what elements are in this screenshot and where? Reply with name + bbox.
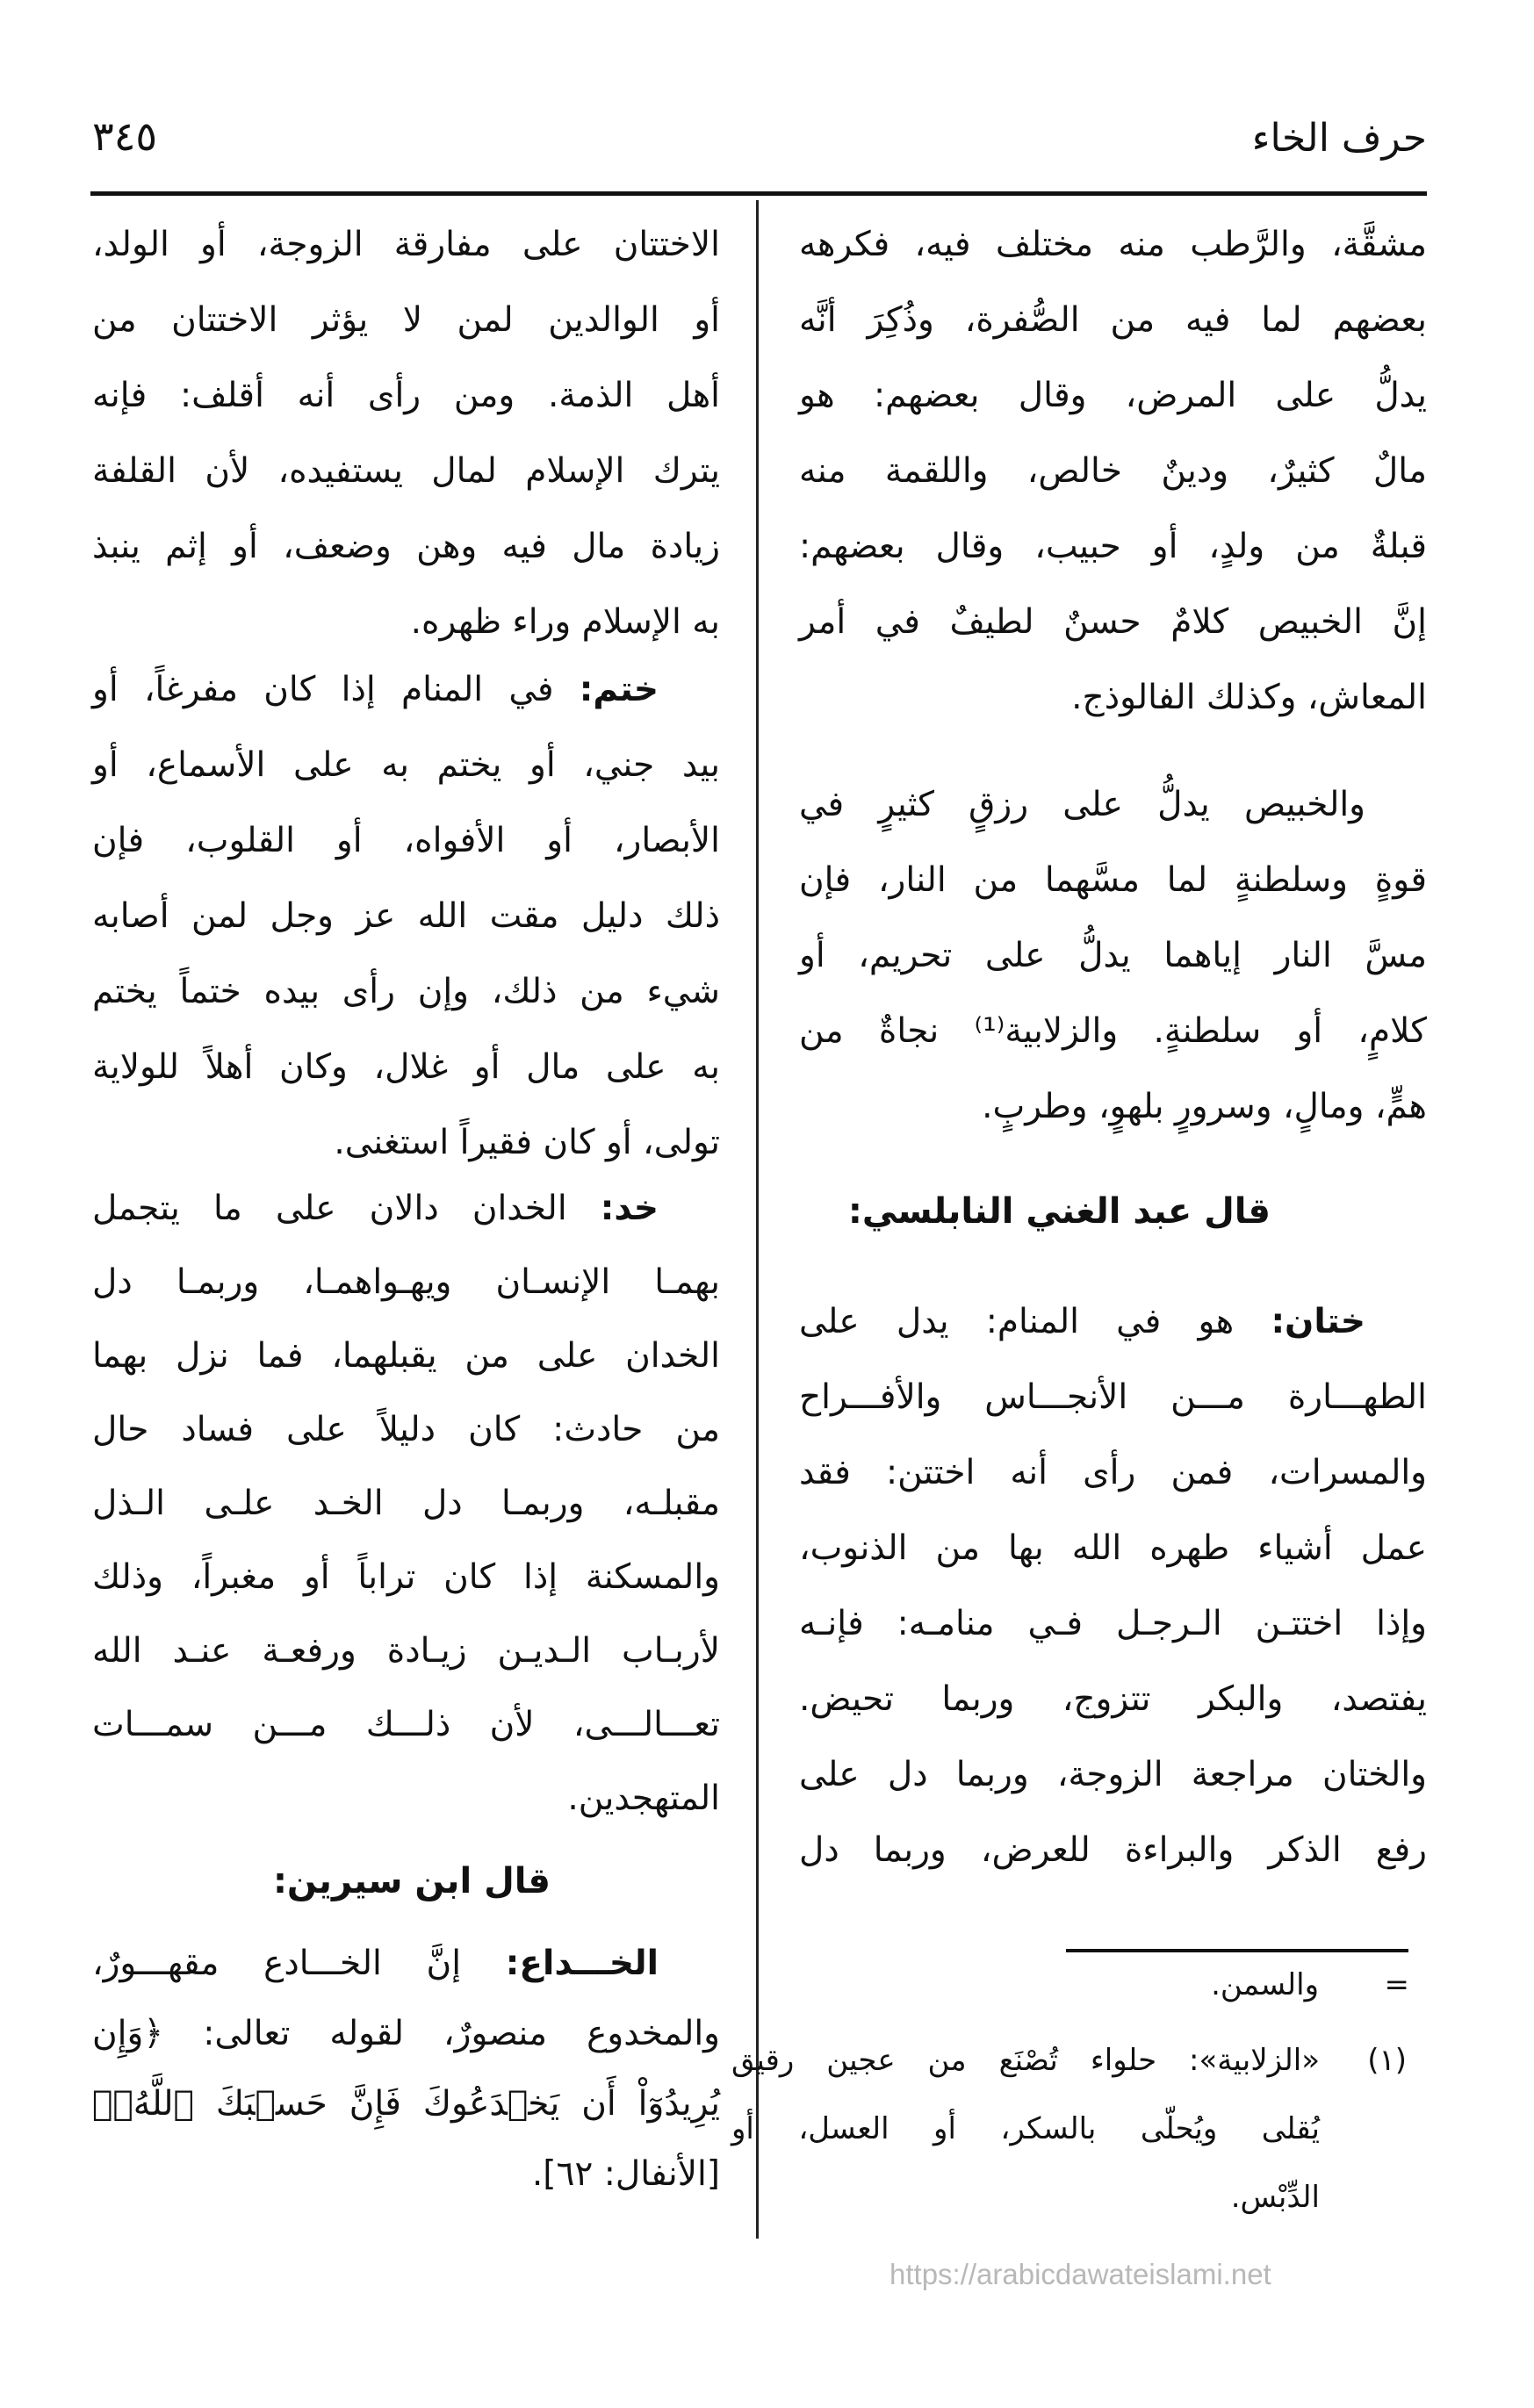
line-text: الأبصار، أو الأفواه، أو القلوب، فإن xyxy=(92,821,720,860)
line-text: يُرِيدُوٓاْ أَن يَخۡدَعُوكَ فَإِنَّ حَسۡبَكَ ٱللَّهُۚ﴾ xyxy=(92,2084,720,2124)
entry-khidaa xyxy=(92,1929,720,2210)
right-paragraph-1 xyxy=(799,207,1427,736)
line-text: الطهـــارة مـــن الأنجـــاس والأفـــراح xyxy=(799,1377,1427,1417)
line-text: رفع الذكر والبراءة للعرض، وربما دل xyxy=(799,1830,1427,1870)
entry-keyword: الخـــداع: xyxy=(505,1944,659,1983)
text-line xyxy=(799,585,1427,660)
line-text: والختان مراجعة الزوجة، وربما دل على xyxy=(799,1755,1427,1794)
line-text: المتهجدين. xyxy=(567,1779,720,1818)
line-text: به على مال أو غلال، وكان أهلاً للولاية xyxy=(92,1047,720,1087)
line-text: بعضهم لما فيه من الصُّفرة، وذُكِرَ أنَّه xyxy=(799,300,1427,340)
text-line xyxy=(799,767,1427,843)
line-text: تولى، أو كان فقيراً استغنى. xyxy=(334,1123,720,1162)
line-text: زيادة مال فيه وهن وضعف، أو إثم ينبذ xyxy=(92,527,720,566)
text-line xyxy=(92,283,720,358)
line-text: مالٌ كثيرٌ، ودينٌ خالص، واللقمة منه xyxy=(799,451,1427,491)
text-line xyxy=(799,1586,1427,1662)
text-line xyxy=(799,1360,1427,1435)
text-line xyxy=(92,2069,720,2139)
text-line xyxy=(92,2139,720,2210)
line-text: مشقَّة، والرَّطب منه مختلف فيه، فكرهه xyxy=(799,225,1427,264)
line-text: همٍّ، ومالٍ، وسرورٍ بلهوٍ، وطربٍ. xyxy=(982,1087,1427,1126)
text-line xyxy=(92,1393,720,1467)
text-line xyxy=(92,358,720,434)
text-line xyxy=(799,660,1427,736)
line-text: وإذا اختتـن الـرجـل فـي منامـه: فإنـه xyxy=(799,1604,1427,1643)
entry-keyword: ختم: xyxy=(579,670,659,709)
text-line xyxy=(799,434,1427,509)
line-text: به الإسلام وراء ظهره. xyxy=(410,602,720,642)
line-text: قوةٍ وسلطنةٍ لما مسَّهما من النار، فإن xyxy=(799,860,1427,900)
line-text: كلامٍ، أو سلطنةٍ. والزلابية⁽¹⁾ نجاةٌ من xyxy=(799,1011,1428,1051)
text-line xyxy=(92,879,720,954)
text-line xyxy=(92,1614,720,1688)
line-text: بيد جني، أو يختم به على الأسماع، أو xyxy=(92,745,720,785)
line-text: «الزلابية»: حلواء تُصْنَع من عجين رقيق xyxy=(731,2043,1320,2078)
entry-khadd xyxy=(92,1172,720,1836)
line-text: بهمـا الإنسـان ويهـواهمـا، وربمـا دل xyxy=(92,1262,720,1302)
line-text: إنَّ الخبيص كلامٌ حسنٌ لطيفٌ في أمر xyxy=(799,602,1427,642)
footnote-marker-continuation: = xyxy=(1384,1967,1409,2002)
line-text: يدلُّ على المرض، وقال بعضهم: هو xyxy=(799,376,1427,415)
line-text: تعـــالـــى، لأن ذلـــك مـــن سمـــات xyxy=(92,1705,720,1744)
line-text: عمل أشياء طهره الله بها من الذنوب، xyxy=(799,1528,1427,1568)
line-text: لأربـاب الـديـن زيـادة ورفعـة عنـد الله xyxy=(92,1631,720,1671)
line-text: إنَّ الخـــادع مقهـــورٌ، xyxy=(92,1944,506,1983)
text-line xyxy=(799,358,1427,434)
text-line xyxy=(92,1172,720,1246)
text-line xyxy=(92,1467,720,1541)
footnote-marker-1: (١) xyxy=(1367,2043,1407,2078)
text-line xyxy=(92,1319,720,1393)
text-line xyxy=(799,509,1427,585)
text-line xyxy=(731,2026,1320,2095)
text-line xyxy=(92,509,720,585)
section-heading-nabulsi: قال عبد الغني النابلسي: xyxy=(847,1191,1271,1232)
text-line xyxy=(92,803,720,879)
text-line xyxy=(92,652,720,728)
line-text: في المنام إذا كان مفرغاً، أو xyxy=(92,670,580,709)
line-text: قبلةٌ من ولدٍ، أو حبيب، وقال بعضهم: xyxy=(799,527,1427,566)
line-text: أهل الذمة. ومن رأى أنه أقلف: فإنه xyxy=(92,376,720,415)
entry-khatm xyxy=(92,652,720,1181)
text-line xyxy=(92,728,720,803)
footnote-1 xyxy=(731,2026,1320,2232)
text-line xyxy=(92,1929,720,1999)
entry-khitan xyxy=(799,1284,1427,1888)
footnote-continuation-text: والسمن. xyxy=(1211,1967,1319,2002)
left-paragraph-1 xyxy=(92,207,720,660)
text-line xyxy=(799,843,1427,918)
line-text: أو الوالدين لمن لا يؤثر الاختتان من xyxy=(92,300,720,340)
line-text: شيء من ذلك، وإن رأى بيده ختماً يختم xyxy=(92,972,720,1011)
entry-keyword: خد: xyxy=(600,1189,659,1228)
text-line xyxy=(92,1762,720,1836)
text-line xyxy=(92,207,720,283)
line-text: المعاش، وكذلك الفالوذج. xyxy=(1071,678,1427,717)
text-line xyxy=(799,1284,1427,1360)
line-text: الخدان على من يقبلهما، فما نزل بهما xyxy=(92,1336,720,1376)
line-text: من حادث: كان دليلاً على فساد حال xyxy=(92,1410,720,1449)
text-line xyxy=(731,2163,1320,2232)
line-text: والمسكنة إذا كان تراباً أو مغبراً، وذلك xyxy=(92,1557,720,1597)
line-text: الخدان دالان على ما يتجمل xyxy=(92,1189,601,1228)
line-text: والخبيص يدلُّ على رزقٍ كثيرٍ في xyxy=(799,785,1365,824)
line-text: ذلك دليل مقت الله عز وجل لمن أصابه xyxy=(92,896,720,936)
page-number: ٣٤٥ xyxy=(92,112,158,160)
text-line xyxy=(92,1105,720,1181)
line-text: والمخدوع منصورٌ، لقوله تعالى: ﴿وَإِن xyxy=(92,2014,720,2053)
text-line xyxy=(92,1688,720,1762)
text-line xyxy=(799,1069,1427,1145)
line-text: والمسرات، فمن رأى أنه اختتن: فقد xyxy=(799,1453,1427,1492)
text-line xyxy=(799,1662,1427,1737)
text-line xyxy=(92,1541,720,1614)
text-line xyxy=(92,1030,720,1105)
right-paragraph-2 xyxy=(799,767,1427,1145)
watermark-url: https://arabicdawateislami.net xyxy=(889,2258,1271,2290)
text-line xyxy=(92,585,720,660)
text-line xyxy=(799,1737,1427,1813)
footnote-rule xyxy=(1066,1949,1408,1952)
line-text: مقبلـه، وربمـا دل الخـد علـى الـذل xyxy=(92,1484,720,1523)
line-text: هو في المنام: يدل على xyxy=(799,1302,1271,1341)
text-line xyxy=(799,207,1427,283)
line-text: يترك الإسلام لمال يستفيده، لأن القلفة xyxy=(92,451,720,491)
text-line xyxy=(92,954,720,1030)
text-line xyxy=(799,1435,1427,1511)
text-line xyxy=(92,1246,720,1319)
header-rule xyxy=(90,191,1427,196)
running-header-title: حرف الخاء xyxy=(1251,116,1427,161)
line-text: الدِّبْس. xyxy=(1230,2180,1320,2215)
text-line xyxy=(799,283,1427,358)
line-text: يُقلى ويُحلّى بالسكر، أو العسل، أو xyxy=(731,2111,1320,2146)
entry-keyword: ختان: xyxy=(1271,1302,1365,1341)
line-text: يفتصد، والبكر تتزوج، وربما تحيض. xyxy=(799,1679,1427,1719)
line-text: الاختتان على مفارقة الزوجة، أو الولد، xyxy=(92,225,720,264)
text-line xyxy=(731,2095,1320,2163)
text-line xyxy=(799,1511,1427,1586)
column-divider xyxy=(756,200,759,2239)
text-line xyxy=(799,918,1427,994)
text-line xyxy=(92,434,720,509)
text-line xyxy=(799,994,1427,1069)
text-line xyxy=(799,1813,1427,1888)
line-text: [الأنفال: ٦٢]. xyxy=(531,2154,720,2194)
line-text: مسَّ النار إياهما يدلُّ على تحريم، أو xyxy=(799,936,1427,975)
section-heading-ibn-sirin: قال ابن سيرين: xyxy=(272,1861,551,1901)
text-line xyxy=(92,1999,720,2069)
